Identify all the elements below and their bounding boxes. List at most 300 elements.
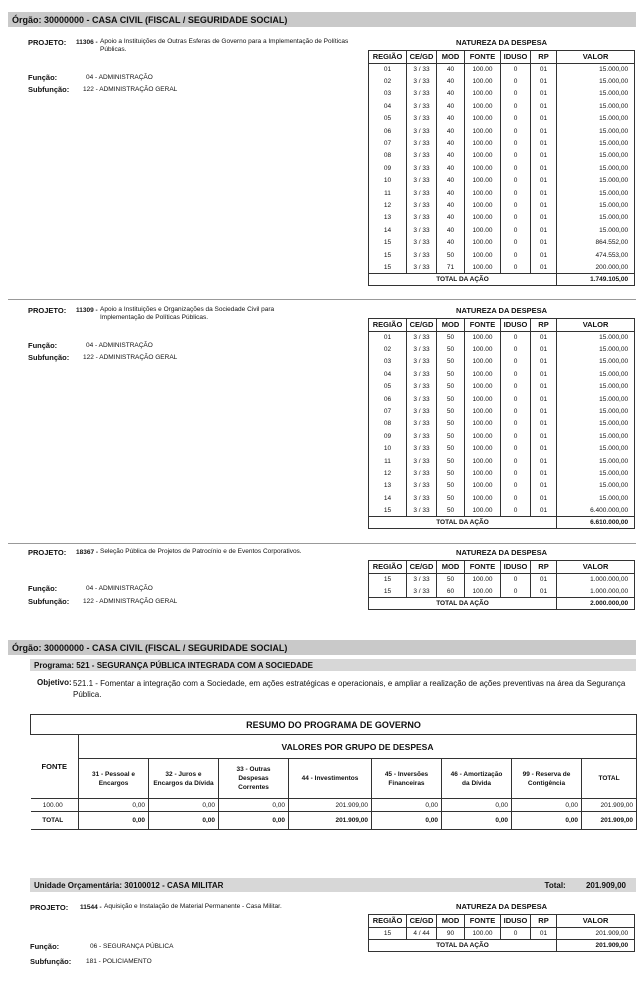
total-acao-value: 6.610.000,00 — [557, 517, 635, 529]
table-cell: 3 / 33 — [407, 100, 437, 112]
resumo-title: RESUMO DO PROGRAMA DE GOVERNO — [31, 715, 637, 735]
resumo-cell: 0,00 — [372, 799, 442, 812]
table-cell: 01 — [531, 927, 557, 939]
valores-grupo-header: VALORES POR GRUPO DE DESPESA — [79, 735, 637, 759]
col-header: VALOR — [557, 50, 635, 63]
table-row — [369, 75, 635, 87]
resumo-cell: 100.00 — [31, 799, 79, 812]
table-cell: 11 — [369, 187, 407, 199]
table-cell: 100.00 — [465, 393, 501, 405]
table-cell: 40 — [437, 125, 465, 137]
funcao-value: 06 - SEGURANÇA PÚBLICA — [90, 943, 174, 950]
funcao-label: Função: — [28, 341, 58, 350]
funcao-label: Função: — [28, 584, 58, 593]
col-header: CE/GD — [407, 50, 437, 63]
table-cell: 15.000,00 — [557, 113, 635, 125]
table-cell: 10 — [369, 175, 407, 187]
table-cell: 3 / 33 — [407, 175, 437, 187]
table-cell: 50 — [437, 381, 465, 393]
table-row — [369, 137, 635, 149]
table-cell: 100.00 — [465, 418, 501, 430]
table-cell: 01 — [531, 224, 557, 236]
table-cell: 15.000,00 — [557, 224, 635, 236]
subfuncao-value: 122 - ADMINISTRAÇÃO GERAL — [83, 598, 178, 605]
table-cell: 01 — [531, 261, 557, 273]
unidade-total-value: 201.909,00 — [585, 880, 626, 890]
table-cell: 0 — [501, 100, 531, 112]
table-row — [369, 455, 635, 467]
table-row — [369, 212, 635, 224]
section-divider — [8, 299, 636, 300]
table-cell: 01 — [531, 356, 557, 368]
table-row — [369, 927, 635, 939]
natureza-header: NATUREZA DA DESPESA — [456, 548, 548, 558]
subfuncao-label: Subfunção: — [28, 597, 70, 606]
col-header: RP — [531, 914, 557, 927]
table-cell: 3 / 33 — [407, 63, 437, 75]
table-cell: 0 — [501, 113, 531, 125]
table-cell: 3 / 33 — [407, 368, 437, 380]
table-cell: 40 — [437, 150, 465, 162]
table-cell: 04 — [369, 100, 407, 112]
subfuncao-label: Subfunção: — [28, 85, 70, 94]
table-cell: 3 / 33 — [407, 75, 437, 87]
grupo-despesa-header: 31 - Pessoal e Encargos — [79, 759, 149, 799]
grupo-despesa-header: 33 - Outras Despesas Correntes — [219, 759, 289, 799]
table-cell: 01 — [531, 405, 557, 417]
resumo-cell: 0,00 — [149, 812, 219, 830]
table-cell: 01 — [531, 137, 557, 149]
projeto-label: PROJETO: — [30, 903, 69, 912]
table-cell: 3 / 33 — [407, 162, 437, 174]
resumo-cell: 0,00 — [442, 799, 512, 812]
table-cell: 100.00 — [465, 236, 501, 248]
table-cell: 01 — [531, 162, 557, 174]
table-cell: 3 / 33 — [407, 585, 437, 597]
resumo-cell: 201.909,00 — [582, 812, 637, 830]
table-cell: 100.00 — [465, 356, 501, 368]
resumo-cell: 0,00 — [219, 812, 289, 830]
table-cell: 0 — [501, 150, 531, 162]
table-cell: 15.000,00 — [557, 467, 635, 479]
table-cell: 01 — [531, 125, 557, 137]
table-cell: 50 — [437, 504, 465, 516]
table-row — [369, 418, 635, 430]
unidade-header — [30, 878, 636, 892]
table-cell: 12 — [369, 199, 407, 211]
table-cell: 15.000,00 — [557, 88, 635, 100]
table-cell: 100.00 — [465, 455, 501, 467]
table-cell: 15.000,00 — [557, 480, 635, 492]
table-cell: 01 — [531, 368, 557, 380]
table-cell: 0 — [501, 443, 531, 455]
table-cell: 100.00 — [465, 175, 501, 187]
table-cell: 15 — [369, 504, 407, 516]
resumo-cell: 0,00 — [219, 799, 289, 812]
table-cell: 0 — [501, 343, 531, 355]
table-cell: 40 — [437, 199, 465, 211]
table-cell: 15 — [369, 261, 407, 273]
table-cell: 0 — [501, 88, 531, 100]
table-cell: 100.00 — [465, 430, 501, 442]
grupo-despesa-header: TOTAL — [582, 759, 637, 799]
table-cell: 15.000,00 — [557, 393, 635, 405]
table-cell: 13 — [369, 480, 407, 492]
table-cell: 40 — [437, 162, 465, 174]
table-cell: 0 — [501, 405, 531, 417]
orgao-header — [8, 12, 636, 27]
table-cell: 200.000,00 — [557, 261, 635, 273]
table-cell: 03 — [369, 88, 407, 100]
table-cell: 15.000,00 — [557, 175, 635, 187]
resumo-cell: 0,00 — [512, 812, 582, 830]
total-acao-value: 201.909,00 — [557, 939, 635, 951]
projeto-description: Apoio a Instituições de Outras Esferas de Governo para a Implementação de Políticas Públicas. — [100, 38, 349, 53]
total-acao-value: 1.749.105,00 — [557, 274, 635, 286]
table-cell: 01 — [531, 573, 557, 585]
table-cell: 4 / 44 — [407, 927, 437, 939]
table-cell: 09 — [369, 162, 407, 174]
table-cell: 50 — [437, 393, 465, 405]
table-cell: 864.552,00 — [557, 236, 635, 248]
table-cell: 100.00 — [465, 261, 501, 273]
table-cell: 06 — [369, 393, 407, 405]
col-header: RP — [531, 318, 557, 331]
table-cell: 15.000,00 — [557, 63, 635, 75]
objetivo-text: 521.1 - Fomentar a integração com a Sociedade, em ações estratégicas e operacionais, e ampliar a realização de ações preventivas na área da Segurança Pública. — [73, 679, 626, 699]
table-cell: 100.00 — [465, 199, 501, 211]
table-cell: 50 — [437, 249, 465, 261]
table-row — [369, 150, 635, 162]
table-cell: 50 — [437, 480, 465, 492]
resumo-cell: 0,00 — [79, 812, 149, 830]
resumo-cell: 0,00 — [372, 812, 442, 830]
table-cell: 3 / 33 — [407, 492, 437, 504]
col-header: VALOR — [557, 318, 635, 331]
table-row — [369, 162, 635, 174]
table-cell: 15.000,00 — [557, 343, 635, 355]
fonte-header: FONTE — [31, 735, 79, 799]
table-cell: 15.000,00 — [557, 137, 635, 149]
table-cell: 01 — [531, 236, 557, 248]
table-cell: 0 — [501, 381, 531, 393]
natureza-despesa-table — [368, 36, 635, 286]
col-header: CE/GD — [407, 318, 437, 331]
projeto-description: Aquisição e Instalação de Material Permanente - Casa Militar. — [104, 903, 282, 910]
table-cell: 14 — [369, 224, 407, 236]
table-row — [369, 356, 635, 368]
table-cell: 3 / 33 — [407, 125, 437, 137]
total-acao-label: TOTAL DA AÇÃO — [369, 939, 557, 951]
orgao-header — [8, 640, 636, 655]
col-header: REGIÃO — [369, 914, 407, 927]
programa-title: Programa: 521 - SEGURANÇA PÚBLICA INTEGRADA COM A SOCIEDADE — [34, 660, 313, 670]
table-cell: 01 — [531, 113, 557, 125]
table-cell: 0 — [501, 393, 531, 405]
total-acao-label: TOTAL DA AÇÃO — [369, 274, 557, 286]
table-cell: 15.000,00 — [557, 492, 635, 504]
table-cell: 01 — [531, 430, 557, 442]
table-cell: 0 — [501, 480, 531, 492]
table-cell: 15.000,00 — [557, 443, 635, 455]
table-cell: 1.000.000,00 — [557, 573, 635, 585]
table-row — [369, 381, 635, 393]
table-cell: 90 — [437, 927, 465, 939]
table-cell: 0 — [501, 236, 531, 248]
table-cell: 08 — [369, 150, 407, 162]
table-cell: 15.000,00 — [557, 368, 635, 380]
table-cell: 100.00 — [465, 249, 501, 261]
funcao-value: 04 - ADMINISTRAÇÃO — [86, 585, 153, 592]
table-cell: 15 — [369, 585, 407, 597]
table-cell: 40 — [437, 224, 465, 236]
table-cell: 50 — [437, 405, 465, 417]
projeto-description: Seleção Pública de Projetos de Patrocínio e de Eventos Corporativos. — [100, 548, 302, 555]
col-header: REGIÃO — [369, 318, 407, 331]
orgao-title: Órgão: 30000000 - CASA CIVIL (FISCAL / SEGURIDADE SOCIAL) — [12, 642, 288, 653]
table-row — [369, 343, 635, 355]
table-row — [369, 492, 635, 504]
table-cell: 100.00 — [465, 480, 501, 492]
table-cell: 01 — [531, 467, 557, 479]
table-cell: 0 — [501, 504, 531, 516]
table-cell: 3 / 33 — [407, 331, 437, 343]
table-row — [369, 430, 635, 442]
orgao-title: Órgão: 30000000 - CASA CIVIL (FISCAL / SEGURIDADE SOCIAL) — [12, 14, 288, 25]
resumo-cell: 201.909,00 — [582, 799, 637, 812]
funcao-label: Função: — [30, 942, 60, 951]
table-cell: 01 — [531, 381, 557, 393]
table-cell: 201.909,00 — [557, 927, 635, 939]
table-row — [369, 467, 635, 479]
table-cell: 15.000,00 — [557, 162, 635, 174]
table-cell: 0 — [501, 261, 531, 273]
programa-header — [30, 659, 636, 671]
col-header: VALOR — [557, 914, 635, 927]
col-header: MOD — [437, 318, 465, 331]
table-cell: 100.00 — [465, 343, 501, 355]
table-cell: 71 — [437, 261, 465, 273]
table-cell: 100.00 — [465, 100, 501, 112]
projeto-label: PROJETO: — [28, 306, 67, 315]
table-cell: 15.000,00 — [557, 381, 635, 393]
table-cell: 01 — [531, 199, 557, 211]
table-cell: 06 — [369, 125, 407, 137]
table-cell: 01 — [531, 480, 557, 492]
table-cell: 15.000,00 — [557, 418, 635, 430]
funcao-value: 04 - ADMINISTRAÇÃO — [86, 342, 153, 349]
grupo-despesa-header: 45 - Inversões Financeiras — [372, 759, 442, 799]
natureza-despesa-table — [368, 304, 635, 529]
subfuncao-value: 122 - ADMINISTRAÇÃO GERAL — [83, 86, 178, 93]
col-header: RP — [531, 560, 557, 573]
subfuncao-label: Subfunção: — [28, 353, 70, 362]
table-cell: 0 — [501, 418, 531, 430]
table-cell: 1.000.000,00 — [557, 585, 635, 597]
col-header: MOD — [437, 914, 465, 927]
table-row — [369, 187, 635, 199]
table-cell: 15.000,00 — [557, 356, 635, 368]
table-cell: 100.00 — [465, 75, 501, 87]
col-header: VALOR — [557, 560, 635, 573]
table-cell: 0 — [501, 455, 531, 467]
table-cell: 0 — [501, 75, 531, 87]
table-cell: 05 — [369, 113, 407, 125]
table-cell: 07 — [369, 405, 407, 417]
table-cell: 3 / 33 — [407, 455, 437, 467]
table-row — [369, 100, 635, 112]
table-cell: 100.00 — [465, 927, 501, 939]
table-cell: 15.000,00 — [557, 199, 635, 211]
table-cell: 0 — [501, 212, 531, 224]
table-cell: 40 — [437, 236, 465, 248]
table-cell: 15.000,00 — [557, 430, 635, 442]
table-row — [369, 480, 635, 492]
table-cell: 01 — [369, 63, 407, 75]
col-header: FONTE — [465, 50, 501, 63]
table-cell: 01 — [531, 150, 557, 162]
table-cell: 15.000,00 — [557, 125, 635, 137]
table-cell: 01 — [531, 585, 557, 597]
table-cell: 3 / 33 — [407, 150, 437, 162]
resumo-total-row — [31, 812, 637, 830]
table-cell: 07 — [369, 137, 407, 149]
table-cell: 50 — [437, 455, 465, 467]
col-header: IDUSO — [501, 560, 531, 573]
projeto-code: 11544 - — [80, 904, 102, 911]
col-header: FONTE — [465, 914, 501, 927]
table-cell: 01 — [531, 455, 557, 467]
table-cell: 15.000,00 — [557, 100, 635, 112]
unidade-total-label: Total: — [544, 880, 566, 890]
table-cell: 3 / 33 — [407, 261, 437, 273]
table-cell: 10 — [369, 443, 407, 455]
table-cell: 40 — [437, 100, 465, 112]
table-row — [369, 573, 635, 585]
table-cell: 0 — [501, 187, 531, 199]
table-cell: 0 — [501, 137, 531, 149]
table-cell: 100.00 — [465, 63, 501, 75]
table-cell: 100.00 — [465, 504, 501, 516]
table-cell: 0 — [501, 356, 531, 368]
table-cell: 100.00 — [465, 405, 501, 417]
table-cell: 100.00 — [465, 150, 501, 162]
table-cell: 40 — [437, 187, 465, 199]
table-cell: 50 — [437, 467, 465, 479]
subfuncao-label: Subfunção: — [30, 957, 72, 966]
table-cell: 3 / 33 — [407, 480, 437, 492]
table-cell: 15 — [369, 927, 407, 939]
grupo-despesa-header: 32 - Juros e Encargos da Dívida — [149, 759, 219, 799]
table-cell: 04 — [369, 368, 407, 380]
table-cell: 100.00 — [465, 585, 501, 597]
table-row — [369, 585, 635, 597]
table-cell: 3 / 33 — [407, 224, 437, 236]
funcao-label: Função: — [28, 73, 58, 82]
table-cell: 0 — [501, 199, 531, 211]
natureza-header: NATUREZA DA DESPESA — [456, 902, 548, 912]
table-cell: 02 — [369, 75, 407, 87]
funcao-value: 04 - ADMINISTRAÇÃO — [86, 74, 153, 81]
table-cell: 03 — [369, 356, 407, 368]
table-cell: 15.000,00 — [557, 212, 635, 224]
table-cell: 01 — [531, 443, 557, 455]
table-cell: 01 — [531, 63, 557, 75]
table-cell: 50 — [437, 343, 465, 355]
objetivo-label: Objetivo: — [37, 678, 72, 687]
table-cell: 01 — [531, 249, 557, 261]
resumo-programa-table — [30, 714, 637, 830]
table-cell: 50 — [437, 443, 465, 455]
table-cell: 01 — [531, 343, 557, 355]
table-row — [369, 224, 635, 236]
table-row — [369, 113, 635, 125]
table-cell: 01 — [531, 331, 557, 343]
col-header: IDUSO — [501, 914, 531, 927]
natureza-header: NATUREZA DA DESPESA — [456, 38, 548, 48]
table-cell: 50 — [437, 418, 465, 430]
table-cell: 0 — [501, 430, 531, 442]
projeto-label: PROJETO: — [28, 38, 67, 47]
table-cell: 15.000,00 — [557, 331, 635, 343]
table-cell: 0 — [501, 175, 531, 187]
table-cell: 3 / 33 — [407, 187, 437, 199]
table-row — [369, 249, 635, 261]
col-header: IDUSO — [501, 50, 531, 63]
table-cell: 0 — [501, 467, 531, 479]
resumo-cell: 0,00 — [149, 799, 219, 812]
table-cell: 09 — [369, 430, 407, 442]
table-cell: 3 / 33 — [407, 88, 437, 100]
table-cell: 100.00 — [465, 162, 501, 174]
col-header: IDUSO — [501, 318, 531, 331]
table-cell: 50 — [437, 492, 465, 504]
table-cell: 13 — [369, 212, 407, 224]
table-cell: 01 — [531, 175, 557, 187]
grupo-despesa-header: 44 - Investimentos — [289, 759, 372, 799]
table-cell: 3 / 33 — [407, 199, 437, 211]
table-cell: 40 — [437, 113, 465, 125]
table-cell: 3 / 33 — [407, 405, 437, 417]
table-row — [369, 331, 635, 343]
table-cell: 01 — [531, 187, 557, 199]
grupo-despesa-header: 46 - Amortização da Dívida — [442, 759, 512, 799]
table-row — [369, 504, 635, 516]
projeto-code: 18367 - — [76, 549, 99, 556]
col-header: FONTE — [465, 318, 501, 331]
table-cell: 15.000,00 — [557, 75, 635, 87]
resumo-cell: 0,00 — [442, 812, 512, 830]
table-cell: 0 — [501, 492, 531, 504]
col-header: CE/GD — [407, 560, 437, 573]
table-cell: 100.00 — [465, 212, 501, 224]
table-cell: 3 / 33 — [407, 467, 437, 479]
table-cell: 01 — [531, 88, 557, 100]
subfuncao-value: 181 - POLICIAMENTO — [86, 958, 152, 965]
col-header: FONTE — [465, 560, 501, 573]
table-cell: 100.00 — [465, 381, 501, 393]
table-cell: 01 — [531, 418, 557, 430]
table-row — [369, 88, 635, 100]
table-cell: 3 / 33 — [407, 573, 437, 585]
col-header: MOD — [437, 50, 465, 63]
table-cell: 3 / 33 — [407, 504, 437, 516]
table-cell: 6.400.000,00 — [557, 504, 635, 516]
table-cell: 15.000,00 — [557, 150, 635, 162]
table-cell: 50 — [437, 368, 465, 380]
table-cell: 3 / 33 — [407, 443, 437, 455]
table-cell: 100.00 — [465, 224, 501, 236]
